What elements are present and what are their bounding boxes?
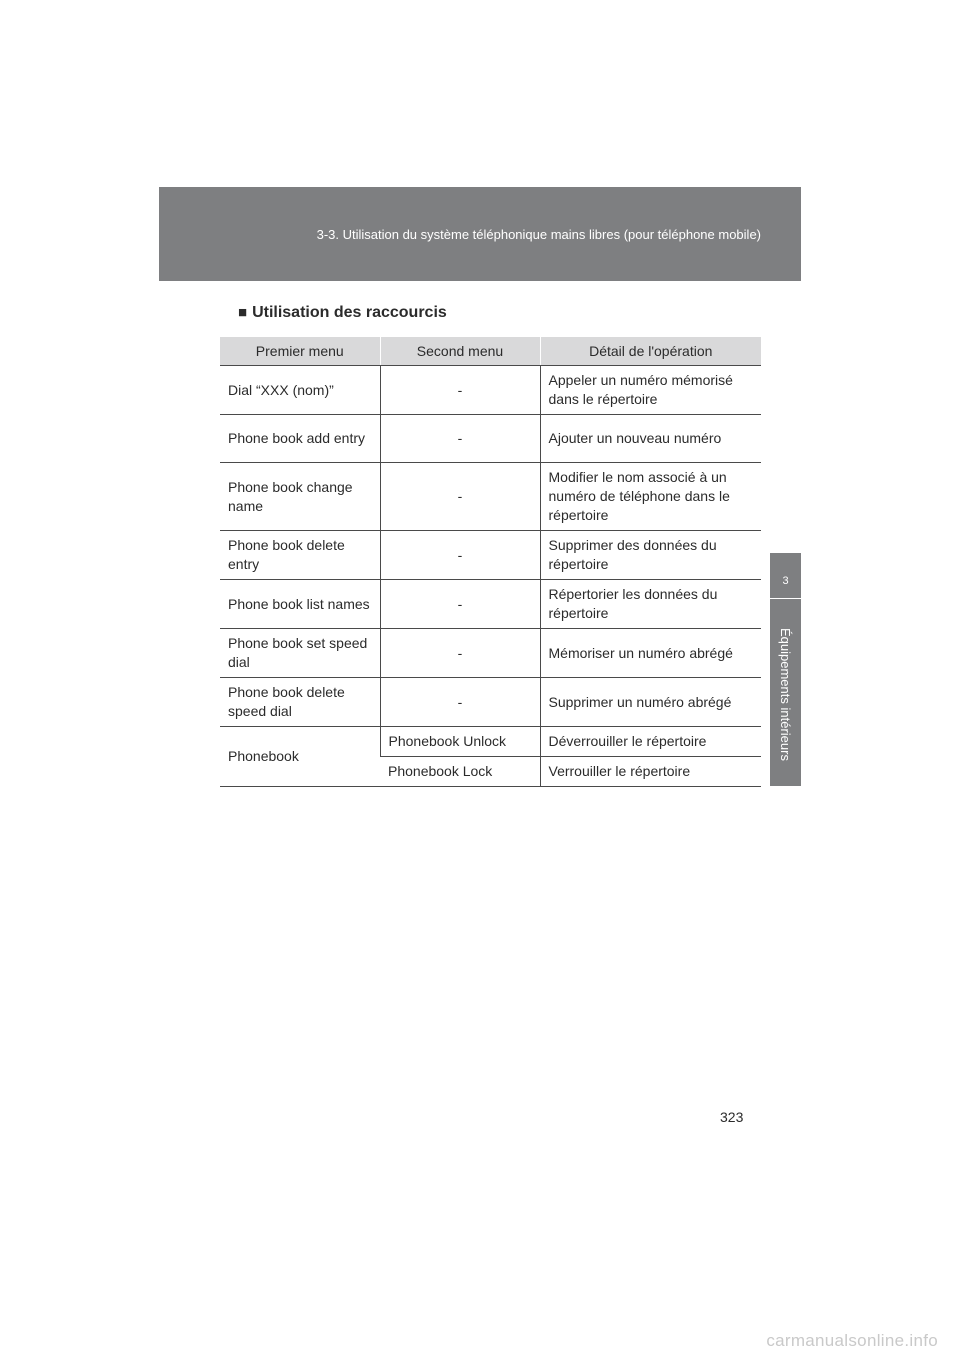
first-menu-cell: Phone book delete entry: [220, 531, 380, 580]
page-number: 323: [720, 1109, 744, 1125]
first-menu-cell: Phone book list names: [220, 580, 380, 629]
second-menu-cell: -: [380, 531, 540, 580]
detail-cell: Mémoriser un numéro abrégé: [540, 629, 761, 678]
second-menu-cell: -: [380, 463, 540, 531]
section-heading: [238, 304, 447, 322]
table-row: [220, 727, 761, 757]
detail-cell: Appeler un numéro mémorisé dans le répertoire: [540, 366, 761, 415]
chapter-header-band: [159, 187, 801, 281]
shortcuts-table: [220, 337, 761, 787]
second-menu-cell: Phonebook Unlock: [380, 727, 540, 757]
first-menu-cell: Dial “XXX (nom)”: [220, 366, 380, 415]
table-row: [220, 463, 761, 531]
watermark-text: carmanualsonline.info: [766, 1331, 938, 1350]
header-detail: Détail de l'opération: [540, 337, 761, 366]
section-title: Utilisation des raccourcis: [252, 304, 447, 321]
chapter-number: 3: [782, 575, 789, 587]
second-menu-cell: -: [380, 366, 540, 415]
table-row: [220, 531, 761, 580]
detail-cell: Ajouter un nouveau numéro: [540, 415, 761, 463]
first-menu-cell: Phone book change name: [220, 463, 380, 531]
detail-cell: Verrouiller le répertoire: [540, 757, 761, 787]
table-row: [220, 366, 761, 415]
header-second-menu: Second menu: [380, 337, 540, 366]
table-row: [220, 678, 761, 727]
second-menu-cell: Phonebook Lock: [380, 757, 540, 787]
first-menu-cell: Phonebook: [220, 727, 380, 787]
first-menu-cell: Phone book add entry: [220, 415, 380, 463]
detail-cell: Supprimer un numéro abrégé: [540, 678, 761, 727]
second-menu-cell: -: [380, 415, 540, 463]
chapter-label: Équipements intérieurs: [778, 627, 793, 761]
chapter-side-tab: [770, 553, 801, 786]
detail-cell: Répertorier les données du répertoire: [540, 580, 761, 629]
detail-cell: Modifier le nom associé à un numéro de téléphone dans le répertoire: [540, 463, 761, 531]
table-row: [220, 415, 761, 463]
square-bullet-icon: ■: [238, 304, 248, 321]
side-tab-divider: [770, 598, 801, 599]
table-header-row: [220, 337, 761, 366]
header-premier-menu: Premier menu: [220, 337, 380, 366]
second-menu-cell: -: [380, 678, 540, 727]
detail-cell: Déverrouiller le répertoire: [540, 727, 761, 757]
table-row: [220, 629, 761, 678]
first-menu-cell: Phone book set speed dial: [220, 629, 380, 678]
chapter-breadcrumb: 3-3. Utilisation du système téléphonique mains libres (pour téléphone mobile): [316, 227, 761, 242]
detail-cell: Supprimer des données du répertoire: [540, 531, 761, 580]
first-menu-cell: Phone book delete speed dial: [220, 678, 380, 727]
second-menu-cell: -: [380, 629, 540, 678]
second-menu-cell: -: [380, 580, 540, 629]
table-row: [220, 580, 761, 629]
